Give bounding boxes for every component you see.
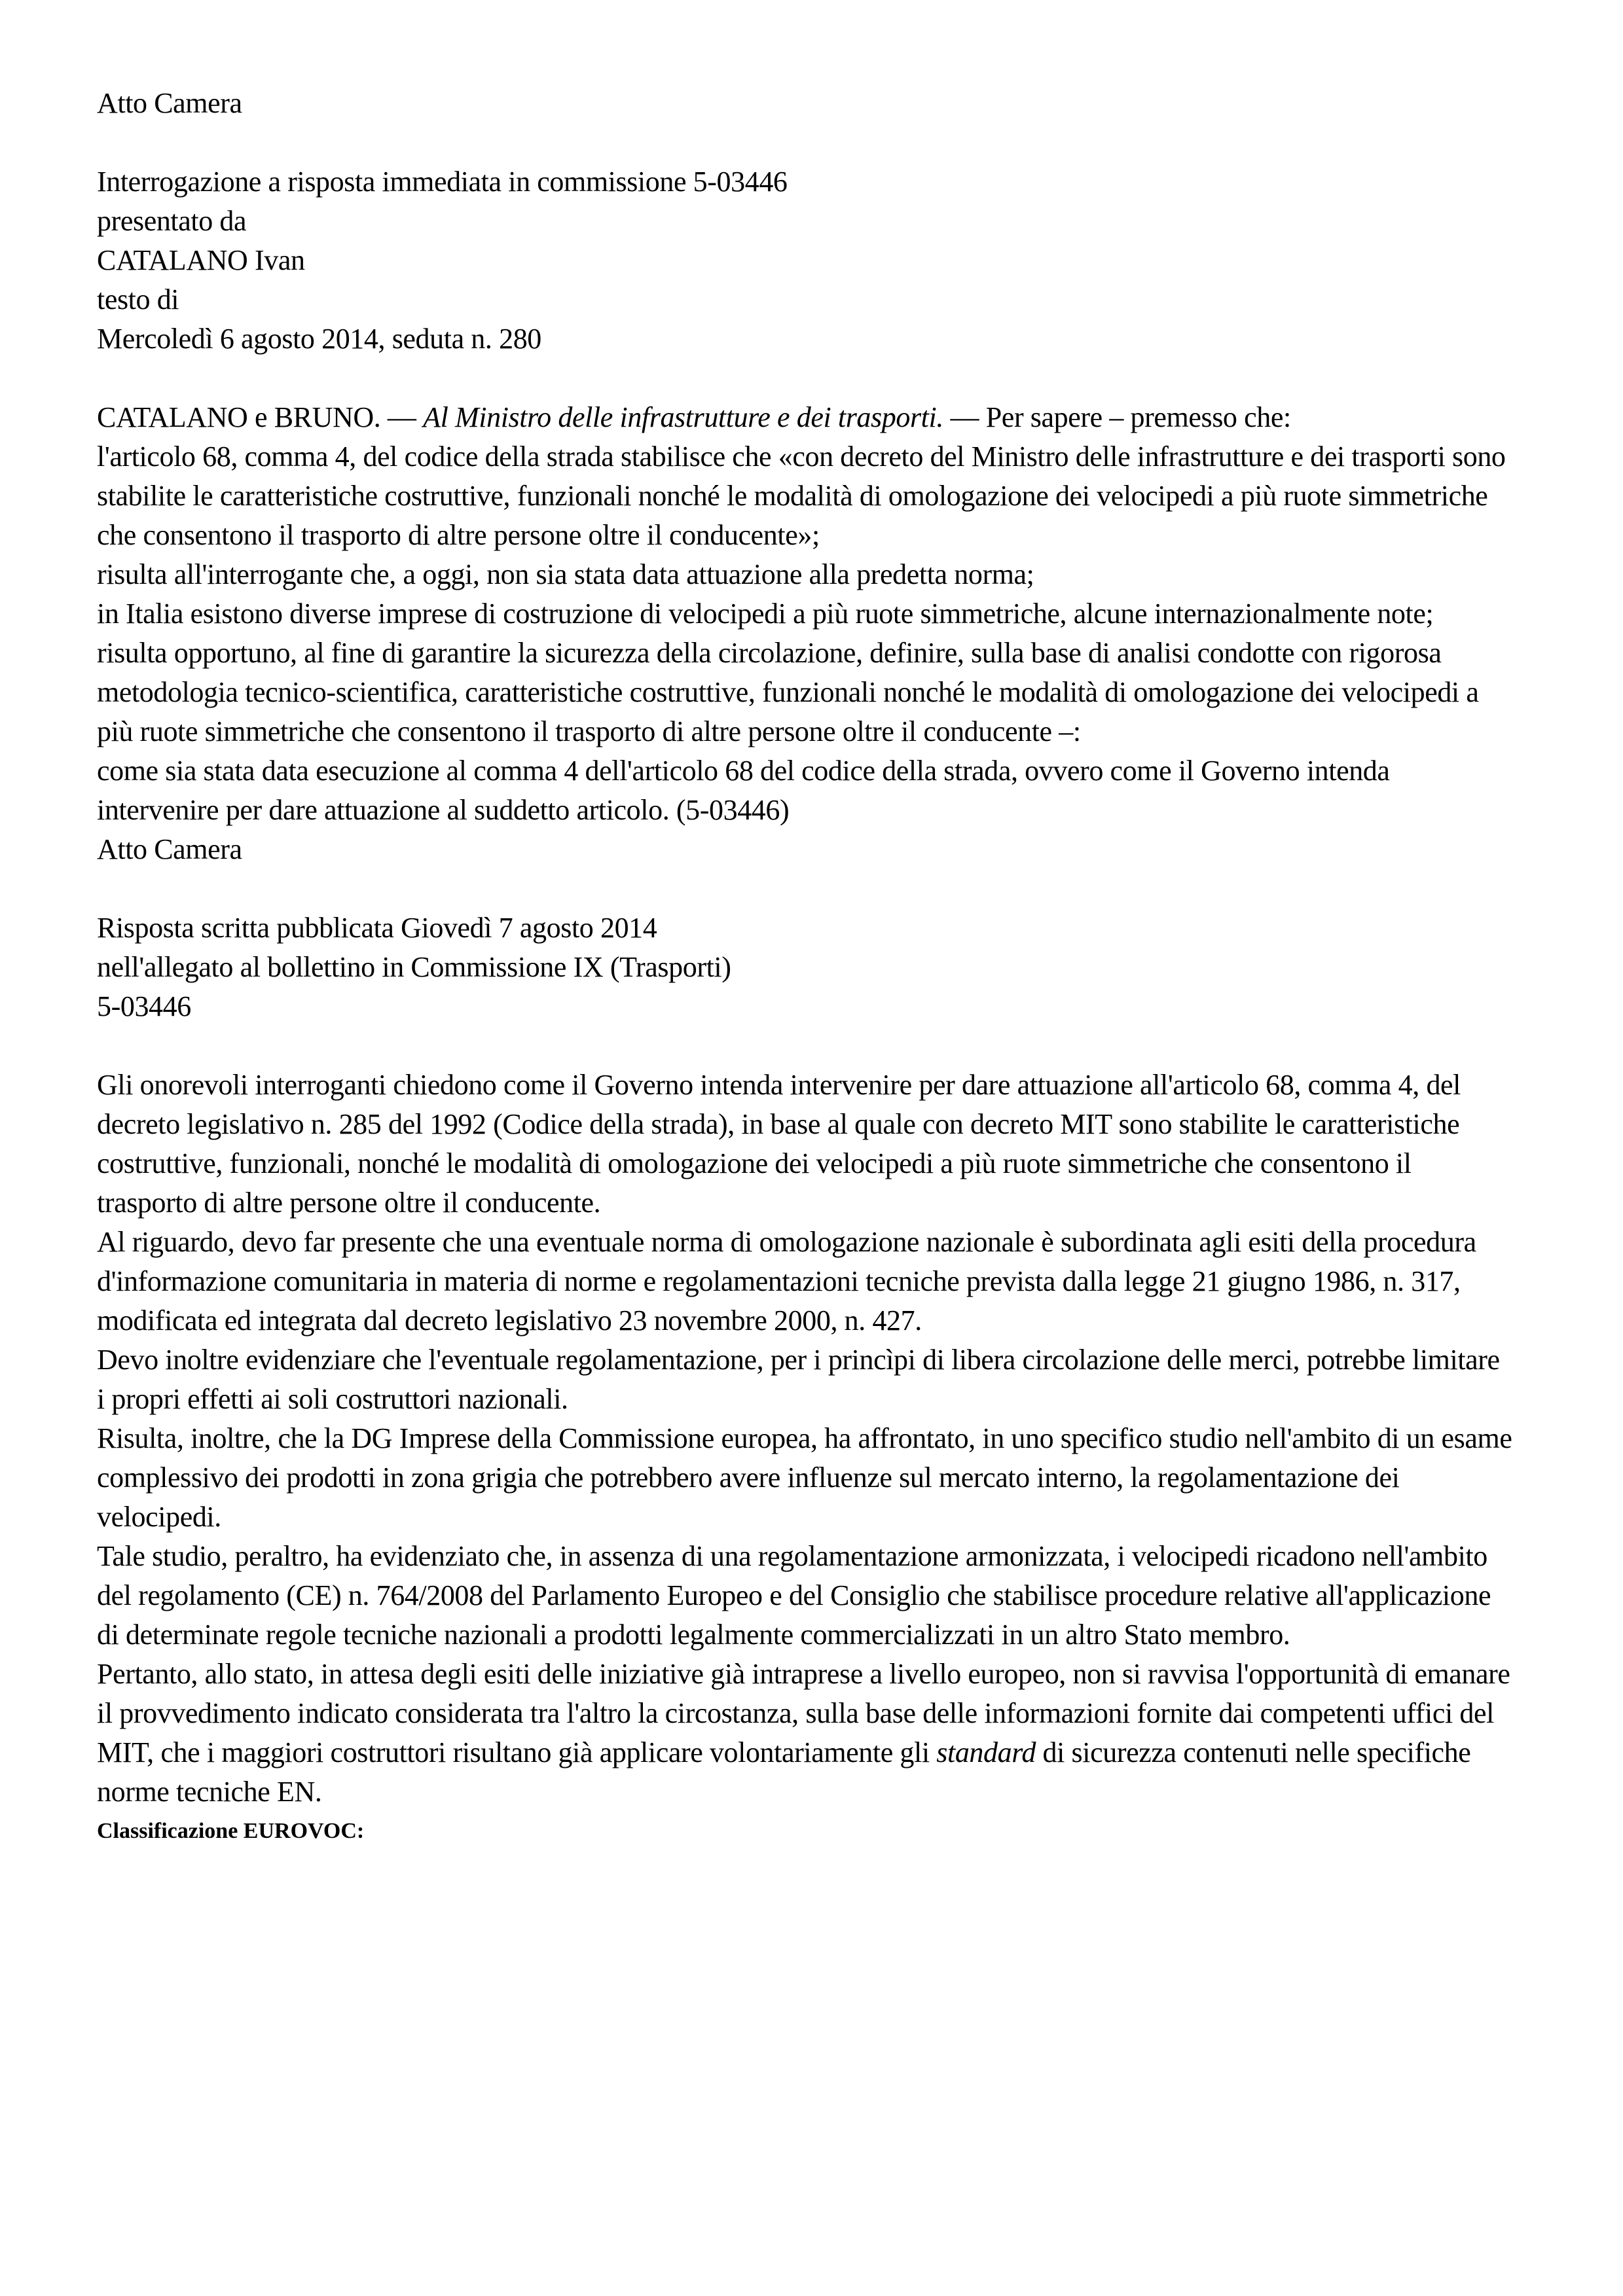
presenter-name: CATALANO Ivan <box>97 244 305 276</box>
response-paragraph: Risulta, inoltre, che la DG Imprese della Commissione europea, ha affrontato, in uno specifico studio nell'ambito di un esame complessivo dei prodotti in zona grigia che potrebbero avere influenze sul mercato interno, la regolamentazione dei velocipedi. <box>97 1422 1512 1533</box>
session-date-line: Mercoledì 6 agosto 2014, seduta n. 280 <box>97 323 541 355</box>
response-final-after: di sicurezza contenuti nelle specifiche norme tecniche EN. <box>97 1736 1471 1808</box>
act-header-2: Atto Camera <box>97 833 242 865</box>
response-text-block <box>97 1066 1513 1812</box>
question-clause: risulta opportuno, al fine di garantire la sicurezza della circolazione, definire, sulla base di analisi condotte con rigorosa metodologia tecnico-scientifica, caratteristiche costruttive, funzionali nonché le modalità di omologazione dei velocipedi a più ruote simmetriche che consentono il trasporto di altre persone oltre il conducente –: <box>97 637 1479 747</box>
text-of-label: testo di <box>97 283 179 315</box>
response-meta-block <box>97 908 1513 1026</box>
response-paragraph: Al riguardo, devo far presente che una eventuale norma di omologazione nazionale è subordinata agli esiti della procedura d'informazione comunitaria in materia di norme e regolamentazioni tecniche prevista dalla legge 21 giugno 1986, n. 317, modificata ed integrata dal decreto legislativo 23 novembre 2000, n. 427. <box>97 1226 1476 1336</box>
question-closing: come sia stata data esecuzione al comma 4 dell'articolo 68 del codice della strada, ovvero come il Governo intenda intervenire per dare attuazione al suddetto articolo. (5-03446) <box>97 755 1390 826</box>
response-final-paragraph <box>97 1655 1513 1812</box>
act-header-1: Atto Camera <box>97 87 242 119</box>
response-bulletin-line: nell'allegato al bollettino in Commissione IX (Trasporti) <box>97 951 731 983</box>
response-paragraph: Gli onorevoli interroganti chiedono come il Governo intenda intervenire per dare attuazione all'articolo 68, comma 4, del decreto legislativo n. 285 del 1992 (Codice della strada), in base al quale con decreto MIT sono stabilite le caratteristiche costruttive, funzionali, nonché le modalità di omologazione dei velocipedi a più ruote simmetriche che consentono il trasporto di altre persone oltre il conducente. <box>97 1069 1461 1219</box>
response-paragraph: Tale studio, peraltro, ha evidenziato che, in assenza di una regolamentazione armonizzata, i velocipedi ricadono nell'ambito del regolamento (CE) n. 764/2008 del Parlamento Europeo e del Consiglio che stabilisce procedure relative all'applicazione di determinate regole tecniche nazionali a prodotti legalmente commercializzati in un altro Stato membro. <box>97 1540 1491 1651</box>
response-published-line: Risposta scritta pubblicata Giovedì 7 agosto 2014 <box>97 912 657 944</box>
question-clause: risulta all'interrogante che, a oggi, non sia stata data attuazione alla predetta norma; <box>97 558 1034 590</box>
response-final-before: Pertanto, allo stato, in attesa degli esiti delle iniziative già intraprese a livello europeo, non si ravvisa l'opportunità di emanare il provvedimento indicato considerata tra l'altro la circostanza, sulla base delle informazioni fornite dai competenti uffici del MIT, che i maggiori costruttori risultano già applicare volontariamente gli <box>97 1658 1510 1768</box>
question-intro-after: — Per sapere – premesso che: <box>943 401 1291 433</box>
response-final-standard: standard <box>936 1736 1036 1768</box>
question-text-block <box>97 398 1513 830</box>
presented-by-label: presentato da <box>97 205 247 237</box>
response-act-number: 5-03446 <box>97 990 191 1022</box>
question-intro-before: CATALANO e BRUNO. — <box>97 401 424 433</box>
question-intro-paragraph <box>97 398 1513 437</box>
question-title-line: Interrogazione a risposta immediata in commissione 5-03446 <box>97 166 788 198</box>
question-clause: in Italia esistono diverse imprese di costruzione di velocipedi a più ruote simmetriche, alcune internazionalmente note; <box>97 598 1434 630</box>
eurovoc-classification-label: Classificazione EUROVOC: <box>97 1819 365 1843</box>
response-paragraph: Devo inoltre evidenziare che l'eventuale regolamentazione, per i princìpi di libera circolazione delle merci, potrebbe limitare i propri effetti ai soli costruttori nazionali. <box>97 1344 1500 1415</box>
question-clause: l'articolo 68, comma 4, del codice della strada stabilisce che «con decreto del Ministro delle infrastrutture e dei trasporti sono stabilite le caratteristiche costruttive, funzionali nonché le modalità di omologazione dei velocipedi a più ruote simmetriche che consentono il trasporto di altre persone oltre il conducente»; <box>97 440 1506 551</box>
question-meta-block <box>97 162 1513 359</box>
question-intro-addressee: Al Ministro delle infrastrutture e dei trasporti. <box>423 401 943 433</box>
